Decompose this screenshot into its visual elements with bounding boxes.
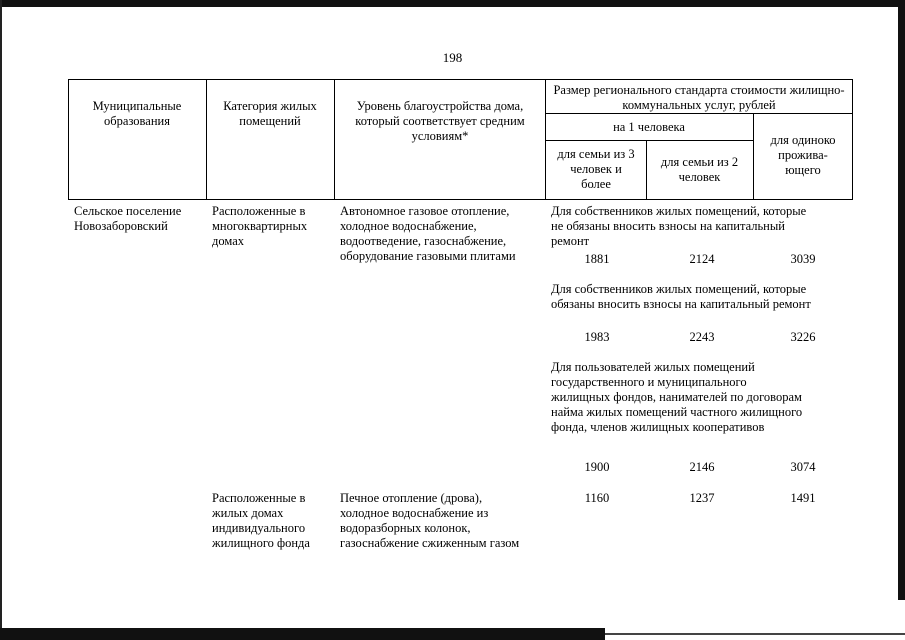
group-label-c: Для пользователей жилых помещений государственного и муниципального жилищных фондов, нанимателей по договорам найма жилых помещений частного жилищного фонда, членов жилищных кооперативов bbox=[551, 360, 803, 434]
scan-border-right bbox=[898, 0, 905, 600]
page-number: 198 bbox=[442, 50, 463, 65]
header-per-person: на 1 человека bbox=[613, 120, 685, 134]
value-a-single: 3039 bbox=[790, 252, 816, 266]
scan-border-bottom bbox=[0, 628, 605, 640]
level-individual: Печное отопление (дрова), холодное водоснабжение из водоразборных колонок, газоснабжение сжиженным газом bbox=[340, 491, 520, 550]
level-apartment: Автономное газовое отопление, холодное водоснабжение, водоотведение, газоснабжение, оборудование газовыми плитами bbox=[340, 204, 516, 263]
scan-border-top bbox=[0, 0, 905, 7]
header-level: Уровень благоустройства дома, который соответствует средним условиям* bbox=[355, 99, 525, 143]
value-a-family3: 1881 bbox=[584, 252, 610, 266]
municipality-name: Сельское поселение Новозаборовский bbox=[74, 204, 182, 233]
category-apartment: Расположенные в многоквартирных домах bbox=[212, 204, 308, 248]
scan-border-left bbox=[0, 0, 2, 640]
header-divider bbox=[545, 140, 753, 141]
header-single: для одиноко прожива-ющего bbox=[770, 133, 836, 177]
category-individual: Расположенные в жилых домах индивидуального жилищного фонда bbox=[212, 491, 310, 550]
scan-border-bottom-thin bbox=[605, 633, 905, 635]
value-a-family2: 2124 bbox=[689, 252, 715, 266]
value-row2-single: 1491 bbox=[790, 491, 816, 505]
header-divider bbox=[753, 113, 754, 200]
header-divider bbox=[545, 113, 853, 114]
value-b-family2: 2243 bbox=[689, 330, 715, 344]
value-c-single: 3074 bbox=[790, 460, 816, 474]
header-municipality: Муниципальные образования bbox=[92, 99, 182, 128]
header-divider bbox=[334, 79, 335, 200]
value-b-single: 3226 bbox=[790, 330, 816, 344]
header-divider bbox=[206, 79, 207, 200]
header-family3: для семьи из 3 человек и более bbox=[557, 147, 635, 191]
group-label-b: Для собственников жилых помещений, которые обязаны вносить взносы на капитальный ремонт bbox=[551, 282, 811, 311]
header-divider bbox=[646, 140, 647, 200]
value-row2-family2: 1237 bbox=[689, 491, 715, 505]
value-row2-family3: 1160 bbox=[584, 491, 610, 505]
header-size: Размер регионального стандарта стоимости жилищно-коммунальных услуг, рублей bbox=[553, 83, 845, 112]
header-family2: для семьи из 2 человек bbox=[660, 155, 739, 184]
value-c-family3: 1900 bbox=[584, 460, 610, 474]
group-label-a: Для собственников жилых помещений, которые не обязаны вносить взносы на капитальный ремонт bbox=[551, 204, 807, 248]
header-category: Категория жилых помещений bbox=[223, 99, 317, 128]
value-b-family3: 1983 bbox=[584, 330, 610, 344]
value-c-family2: 2146 bbox=[689, 460, 715, 474]
